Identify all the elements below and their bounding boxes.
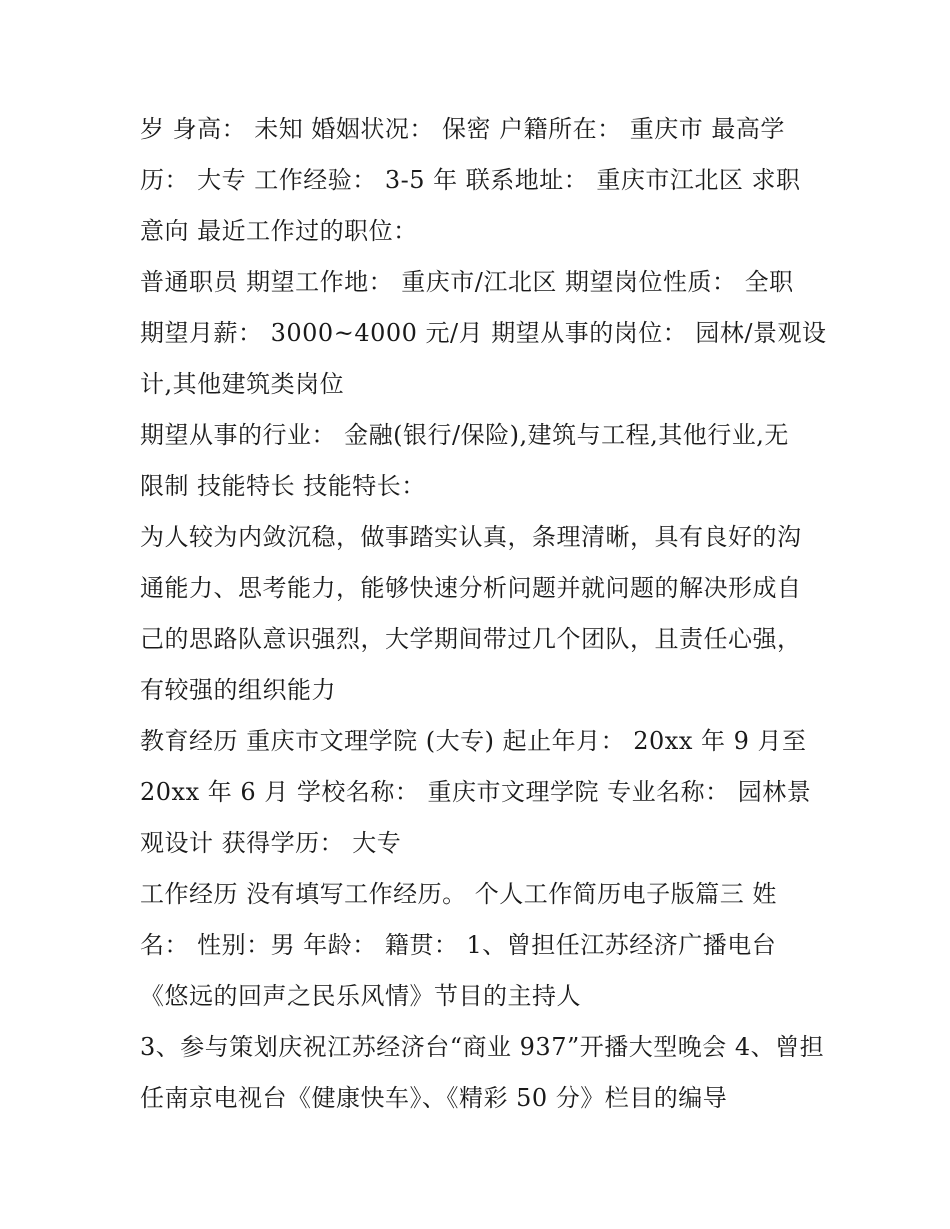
text-line: 普通职员 期望工作地： 重庆市/江北区 期望岗位性质： 全职 [140,268,794,296]
document-body [140,104,827,1124]
text-line: 己的思路队意识强烈，大学期间带过几个团队，且责任心强， [140,625,802,653]
text-line: 限制 技能特长 技能特长： [140,472,426,500]
text-line: 工作经历 没有填写工作经历。 个人工作简历电子版篇三 姓 [140,880,777,908]
text-line: 历： 大专 工作经验： 3-5 年 联系地址： 重庆市江北区 求职 [140,166,801,194]
text-line: 任南京电视台《健康快车》、《精彩 50 分》栏目的编导 [140,1084,728,1112]
text-line: 期望从事的行业： 金融(银行/保险),建筑与工程,其他行业,无 [140,421,789,449]
text-line: 岁 身高： 未知 婚姻状况： 保密 户籍所在： 重庆市 最高学 [140,115,785,143]
text-line: 有较强的组织能力 [140,676,336,704]
text-line: 观设计 获得学历： 大专 [140,829,402,857]
text-line: 为人较为内敛沉稳，做事踏实认真，条理清晰，具有良好的沟 [140,523,802,551]
text-line: 《悠远的回声之民乐风情》节目的主持人 [140,982,581,1010]
text-line: 意向 最近工作过的职位： [140,217,418,245]
text-line: 名： 性别：男 年龄： 籍贯： 1、曾担任江苏经济广播电台 [140,931,777,959]
text-line: 期望月薪： 3000~4000 元/月 期望从事的岗位： 园林/景观设 [140,319,827,347]
text-line: 计,其他建筑类岗位 [140,370,345,398]
text-line: 通能力、思考能力，能够快速分析问题并就问题的解决形成自 [140,574,802,602]
text-line: 20xx 年 6 月 学校名称： 重庆市文理学院 专业名称： 园林景 [140,778,812,806]
text-line: 3、参与策划庆祝江苏经济台“商业 937”开播大型晚会 4、曾担 [140,1033,825,1061]
text-line: 教育经历 重庆市文理学院 (大专) 起止年月： 20xx 年 9 月至 [140,727,807,755]
